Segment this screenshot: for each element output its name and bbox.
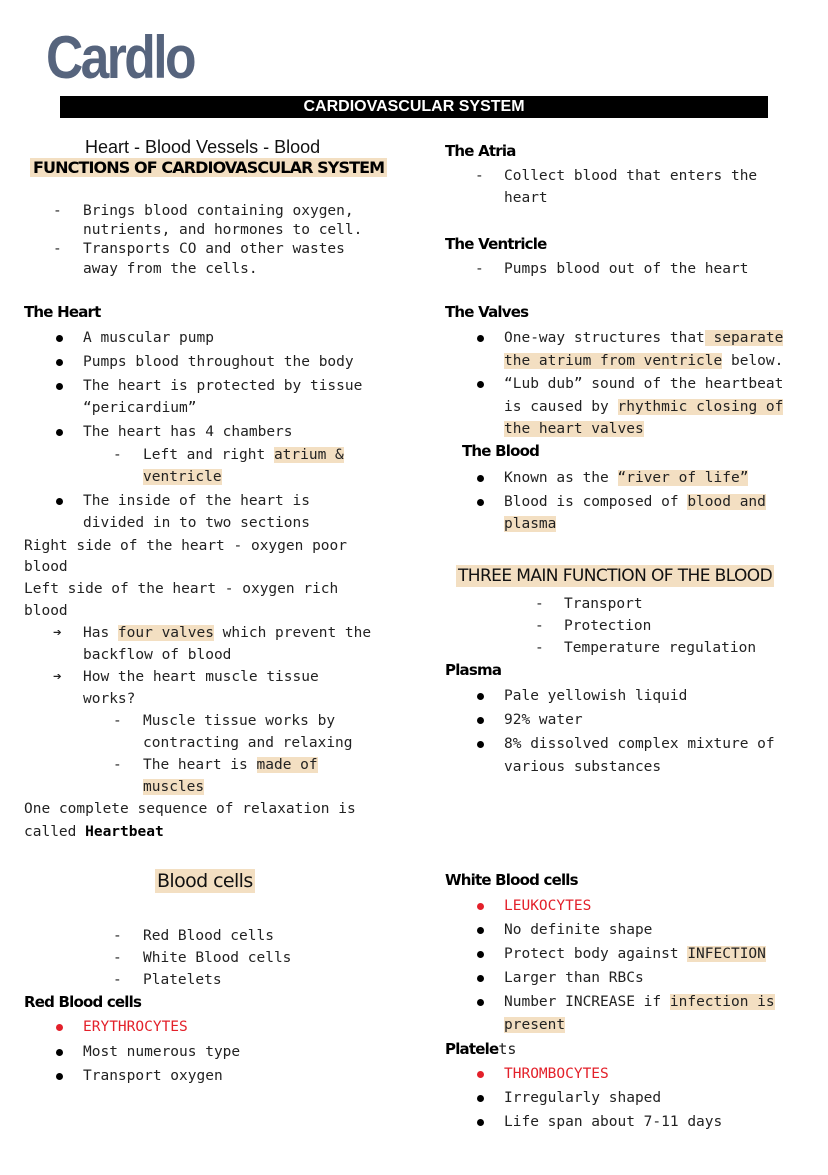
wbc-bullet-5b: [504, 1014, 565, 1036]
valves-bullet-2a: “Lub dub” sound of the heartbeat: [504, 376, 784, 392]
bullet-icon: [477, 499, 484, 506]
heart-bullet-3a: The heart is protected by tissue: [83, 378, 363, 394]
platelets-bullet-2: Irregularly shaped: [504, 1090, 662, 1106]
heart-para-1b: blood: [24, 559, 68, 575]
bullet-icon: [56, 1073, 63, 1080]
heart-bullet-4: The heart has 4 chambers: [83, 424, 293, 440]
heart-heading: The Heart: [24, 303, 101, 321]
dash-marker: -: [113, 950, 122, 966]
bullet-icon: [477, 741, 484, 748]
highlight: plasma: [504, 516, 557, 532]
bullet-icon: [477, 475, 484, 482]
blood-bullet-2b: [504, 513, 556, 535]
valves-bullet-2c: [504, 418, 644, 440]
highlight: ventricle: [143, 469, 222, 485]
highlight: “river of life”: [617, 470, 749, 486]
heart-para-1a: Right side of the heart - oxygen poor: [24, 538, 348, 554]
bullet-icon: [477, 381, 484, 388]
dash-marker: -: [53, 203, 62, 219]
plasma-bullet-3b: various substances: [504, 759, 662, 775]
function-item-2a: Transports CO and other wastes: [83, 241, 345, 257]
bullet-icon: [56, 1049, 63, 1056]
function-item-1b: nutrients, and hormones to cell.: [83, 222, 363, 238]
plasma-heading: Plasma: [445, 661, 502, 679]
heart-sub-1a: Left and right atrium &: [143, 447, 344, 463]
wbc-bullet-4: Larger than RBCs: [504, 970, 644, 986]
dash-marker: -: [475, 168, 484, 184]
heart-bullet-5a: The inside of the heart is: [83, 493, 310, 509]
rbc-item-2: Most numerous type: [83, 1044, 241, 1060]
blood-cells-heading: Blood cells: [157, 870, 253, 892]
three-functions-heading: THREE MAIN FUNCTION OF THE BLOOD: [458, 566, 773, 586]
heart-sub-2b: contracting and relaxing: [143, 735, 353, 751]
highlight: infection is: [669, 994, 775, 1010]
bullet-icon: [56, 1024, 63, 1031]
heart-arrow-2b: works?: [83, 691, 136, 707]
atria-line-1: Collect blood that enters the: [504, 168, 758, 184]
heart-para-3b: called Heartbeat: [24, 824, 164, 840]
functions-heading: FUNCTIONS OF CARDIOVASCULAR SYSTEM: [30, 158, 387, 177]
wbc-bullet-3: Protect body against INFECTION: [504, 946, 766, 962]
plasma-bullet-2: 92% water: [504, 712, 583, 728]
function-item-2b: away from the cells.: [83, 261, 258, 277]
blood-heading: The Blood: [462, 442, 540, 460]
blood-cells-item-3: Platelets: [143, 972, 222, 988]
platelets-bullet-1: THROMBOCYTES: [504, 1066, 609, 1082]
heart-para-2a: Left side of the heart - oxygen rich: [24, 581, 339, 597]
highlight: four valves: [117, 625, 214, 641]
three-functions-item-1: Transport: [564, 596, 643, 612]
logo: Cardlo: [46, 24, 194, 91]
subtitle: Heart - Blood Vessels - Blood: [85, 137, 321, 157]
highlight: present: [504, 1017, 566, 1033]
highlight: the heart valves: [504, 421, 644, 437]
heart-sub-2a: Muscle tissue works by: [143, 713, 336, 729]
bullet-icon: [477, 927, 484, 934]
blood-cells-item-1: Red Blood cells: [143, 928, 274, 944]
three-functions-item-2: Protection: [564, 618, 652, 634]
arrow-icon: ➔: [53, 669, 62, 685]
heart-para-2b: blood: [24, 603, 68, 619]
bullet-icon: [56, 335, 63, 342]
blood-bullet-2a: Blood is composed of blood and: [504, 494, 766, 510]
wbc-heading: White Blood cells: [445, 871, 578, 889]
heart-arrow-1b: backflow of blood: [83, 647, 232, 663]
valves-bullet-2b: is caused by rhythmic closing of: [504, 399, 784, 415]
atria-heading: The Atria: [445, 142, 516, 160]
heart-sub-1b: [143, 466, 222, 488]
wbc-bullet-1: LEUKOCYTES: [504, 898, 592, 914]
bullet-icon: [56, 383, 63, 390]
highlight: made of: [256, 757, 318, 773]
highlight: separate: [704, 330, 784, 346]
plasma-bullet-3a: 8% dissolved complex mixture of: [504, 736, 775, 752]
platelets-bullet-3: Life span about 7-11 days: [504, 1114, 723, 1130]
bullet-icon: [477, 903, 484, 910]
rbc-heading: Red Blood cells: [24, 993, 142, 1011]
bullet-icon: [477, 1071, 484, 1078]
highlight: blood and: [687, 494, 766, 510]
highlight: INFECTION: [687, 946, 766, 962]
blood-bullet-1: Known as the “river of life”: [504, 470, 749, 486]
dash-marker: -: [113, 447, 122, 463]
bullet-icon: [56, 429, 63, 436]
rbc-item-1: ERYTHROCYTES: [83, 1019, 188, 1035]
heart-sub-3b: [143, 776, 204, 798]
blood-cells-item-2: White Blood cells: [143, 950, 292, 966]
dash-marker: -: [535, 618, 544, 634]
bullet-icon: [56, 498, 63, 505]
dash-marker: -: [53, 241, 62, 257]
bullet-icon: [477, 1119, 484, 1126]
bullet-icon: [477, 335, 484, 342]
wbc-bullet-5a: Number INCREASE if infection is: [504, 994, 775, 1010]
bullet-icon: [477, 999, 484, 1006]
bullet-icon: [477, 717, 484, 724]
dash-marker: -: [475, 261, 484, 277]
dash-marker: -: [113, 972, 122, 988]
heart-bullet-2: Pumps blood throughout the body: [83, 354, 354, 370]
ventricle-heading: The Ventricle: [445, 235, 547, 253]
bullet-icon: [477, 951, 484, 958]
platelets-heading: Platelets: [445, 1040, 517, 1058]
bullet-icon: [56, 359, 63, 366]
highlight: muscles: [143, 779, 205, 795]
highlight: the atrium from ventricle: [504, 353, 723, 369]
valves-bullet-1a: One-way structures that separate: [504, 330, 784, 346]
heart-arrow-1a: Has four valves which prevent the: [83, 625, 372, 641]
dash-marker: -: [535, 640, 544, 656]
dash-marker: -: [113, 928, 122, 944]
valves-bullet-1b: the atrium from ventricle below.: [504, 353, 784, 369]
bullet-icon: [477, 975, 484, 982]
heart-para-3a: One complete sequence of relaxation is: [24, 801, 356, 817]
bullet-icon: [477, 693, 484, 700]
wbc-bullet-2: No definite shape: [504, 922, 653, 938]
heart-bullet-5b: divided in to two sections: [83, 515, 310, 531]
heart-bullet-1: A muscular pump: [83, 330, 214, 346]
dash-marker: -: [535, 596, 544, 612]
heart-arrow-2a: How the heart muscle tissue: [83, 669, 319, 685]
valves-heading: The Valves: [445, 303, 529, 321]
dash-marker: -: [113, 757, 122, 773]
rbc-item-3: Transport oxygen: [83, 1068, 223, 1084]
banner-title: CARDIOVASCULAR SYSTEM: [60, 96, 768, 118]
highlight: atrium &: [273, 447, 344, 463]
dash-marker: -: [113, 713, 122, 729]
atria-line-2: heart: [504, 190, 548, 206]
three-functions-item-3: Temperature regulation: [564, 640, 757, 656]
bullet-icon: [477, 1095, 484, 1102]
arrow-icon: ➔: [53, 625, 62, 641]
function-item-1a: Brings blood containing oxygen,: [83, 203, 354, 219]
plasma-bullet-1: Pale yellowish liquid: [504, 688, 688, 704]
heart-sub-3a: The heart is made of: [143, 757, 318, 773]
highlight: rhythmic closing of: [617, 399, 784, 415]
heart-bullet-3b: “pericardium”: [83, 400, 197, 416]
ventricle-line-1: Pumps blood out of the heart: [504, 261, 749, 277]
